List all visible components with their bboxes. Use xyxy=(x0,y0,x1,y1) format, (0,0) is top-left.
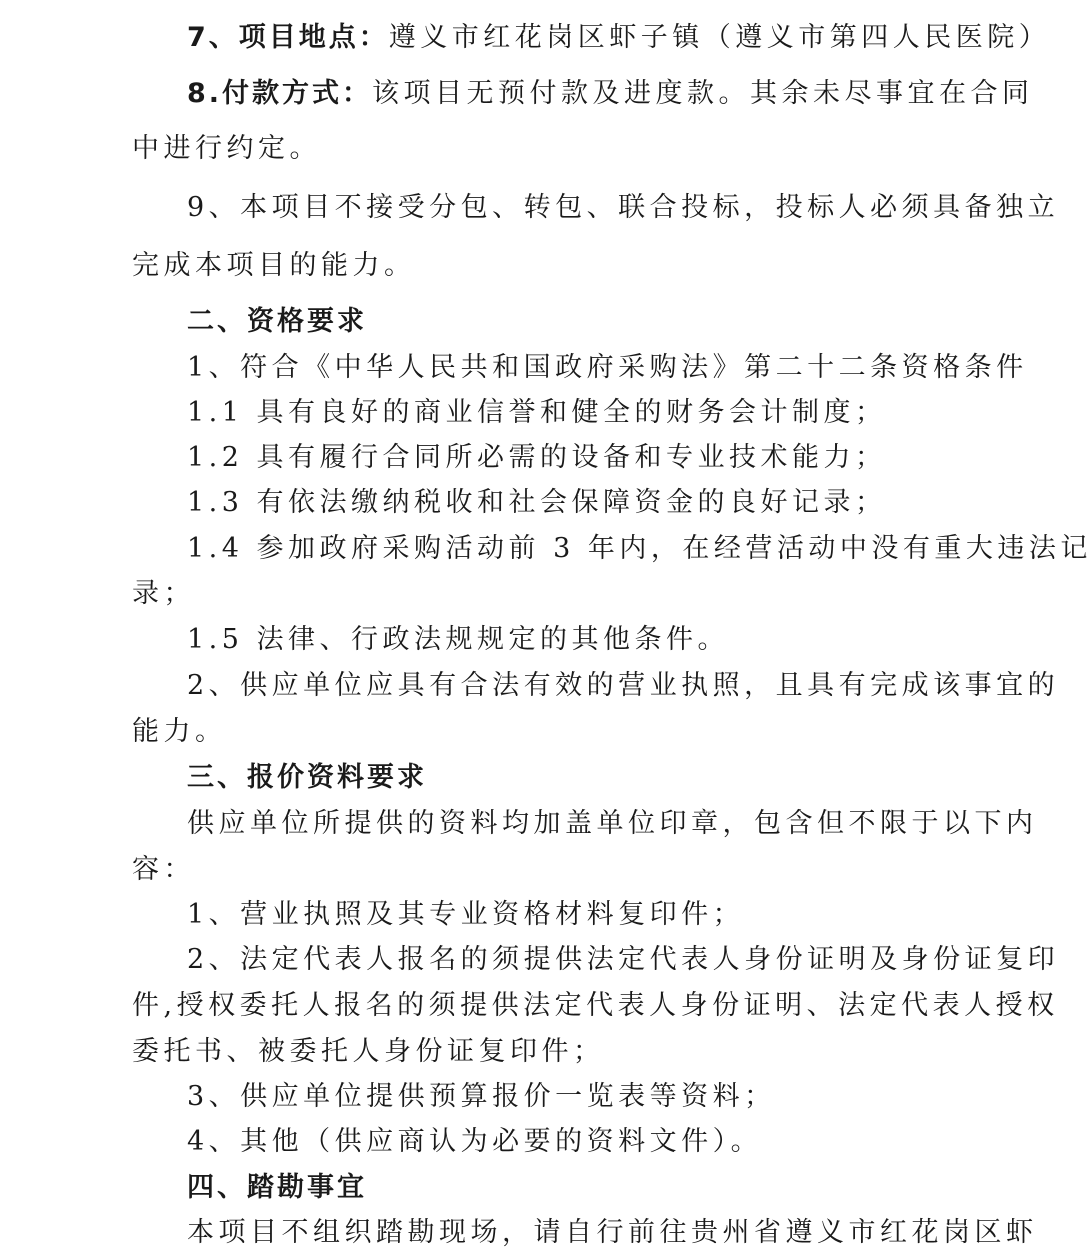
qualification-1-4: 1.4 参加政府采购活动前 3 年内，在经营活动中没有重大违法记 xyxy=(187,533,1092,564)
item-9-continuation: 完成本项目的能力。 xyxy=(132,250,416,281)
item-8-continuation: 中进行约定。 xyxy=(132,133,321,164)
quotation-item-4: 4、其他（供应商认为必要的资料文件）。 xyxy=(187,1126,763,1157)
qualification-1: 1、符合《中华人民共和国政府采购法》第二十二条资格条件 xyxy=(187,352,1028,383)
quotation-item-3: 3、供应单位提供预算报价一览表等资料； xyxy=(187,1081,776,1112)
section-heading-site-survey: 四、踏勘事宜 xyxy=(187,1172,367,1203)
item-7-text: 遵义市红花岗区虾子镇（遵义市第四人民医院） xyxy=(388,22,1051,53)
item-9-text: 9、本项目不接受分包、转包、联合投标，投标人必须具备独立 xyxy=(187,192,1060,223)
item-8-text: 该项目无预付款及进度款。其余未尽事宜在合同 xyxy=(372,78,1034,109)
section-heading-quotation-materials: 三、报价资料要求 xyxy=(187,762,427,793)
item-8-label: 8.付款方式： xyxy=(187,78,373,109)
qualification-1-2: 1.2 具有履行合同所必需的设备和专业技术能力； xyxy=(187,442,887,473)
qualification-1-4-continuation: 录； xyxy=(132,578,195,609)
item-8-payment-method xyxy=(187,76,1034,112)
quotation-item-2-continuation-1: 件,授权委托人报名的须提供法定代表人身份证明、法定代表人授权 xyxy=(132,990,1059,1021)
quotation-intro: 供应单位所提供的资料均加盖单位印章，包含但不限于以下内 xyxy=(187,808,1038,839)
item-7-project-location xyxy=(187,20,1051,56)
section-heading-qualifications: 二、资格要求 xyxy=(187,306,367,337)
quotation-intro-continuation: 容： xyxy=(132,854,195,885)
quotation-item-1: 1、营业执照及其专业资格材料复印件； xyxy=(187,899,745,930)
qualification-2: 2、供应单位应具有合法有效的营业执照，且具有完成该事宜的 xyxy=(187,670,1060,701)
site-survey-text: 本项目不组织踏勘现场，请自行前往贵州省遵义市红花岗区虾 xyxy=(187,1217,1038,1248)
quotation-item-2-continuation-2: 委托书、被委托人身份证复印件； xyxy=(132,1036,605,1067)
qualification-1-1: 1.1 具有良好的商业信誉和健全的财务会计制度； xyxy=(187,397,887,428)
qualification-1-3: 1.3 有依法缴纳税收和社会保障资金的良好记录； xyxy=(187,487,887,518)
item-7-label: 7、项目地点： xyxy=(187,22,389,53)
quotation-item-2: 2、法定代表人报名的须提供法定代表人身份证明及身份证复印 xyxy=(187,944,1060,975)
qualification-2-continuation: 能力。 xyxy=(132,716,227,747)
qualification-1-5: 1.5 法律、行政法规规定的其他条件。 xyxy=(187,624,730,655)
